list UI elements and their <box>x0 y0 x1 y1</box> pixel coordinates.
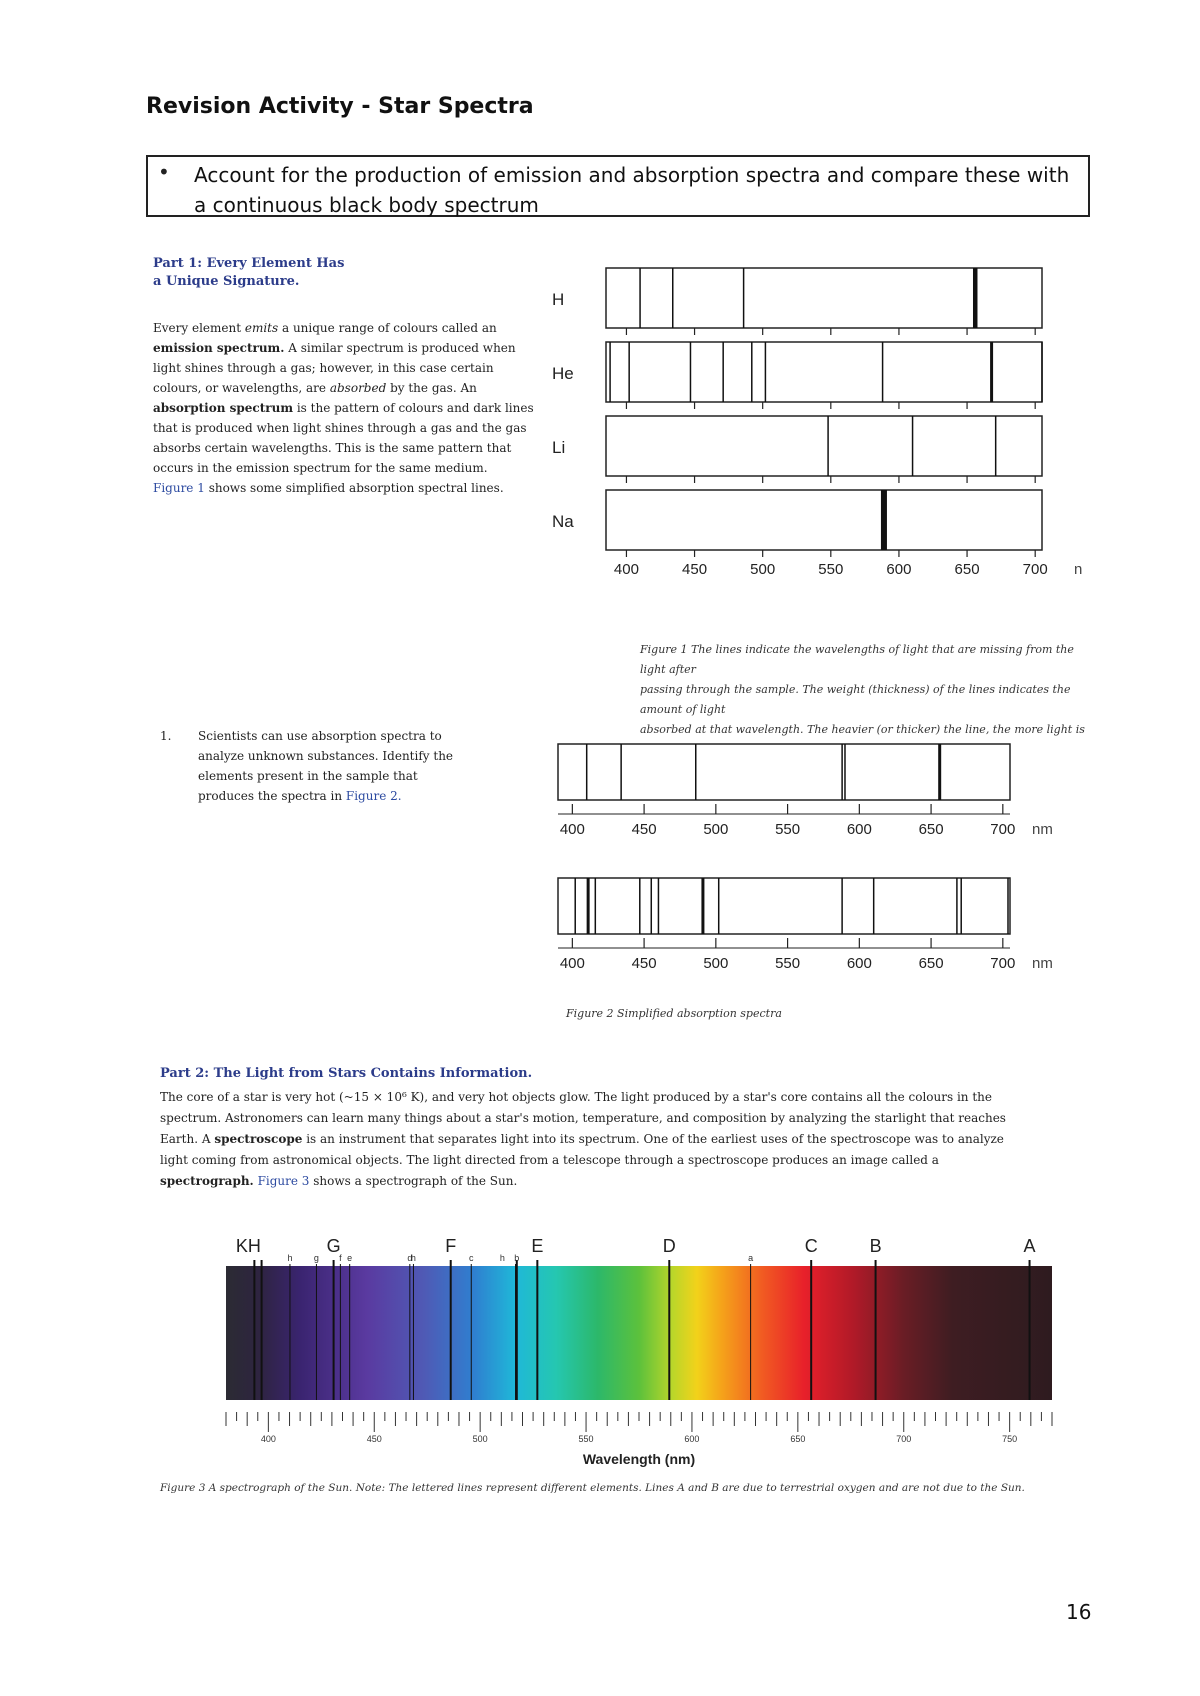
text-line <box>153 338 553 358</box>
line-minor-label: d <box>407 1253 413 1263</box>
line-letter-label: F <box>445 1236 457 1256</box>
text-line <box>198 766 498 786</box>
figure1-caption-line: passing through the sample. The weight (thickness) of the lines indicates the amount of light <box>640 683 1071 716</box>
text-line <box>153 418 553 438</box>
figure1-chart <box>540 260 1100 600</box>
figure1-caption-line: Figure 1 The lines indicate the wavelengths of light that are missing from the light after <box>640 643 1074 676</box>
line-minor-label: e <box>347 1253 353 1263</box>
text-segment: spectrograph. <box>160 1174 254 1188</box>
axis-unit: nm <box>1032 821 1053 838</box>
text-line <box>198 726 498 746</box>
text-line <box>160 1171 1090 1192</box>
text-segment: spectrum. Astronomers can learn many things about a star's motion, temperature, and composition by analyzing the starlight that reaches <box>160 1111 1006 1125</box>
text-line <box>153 458 553 478</box>
line-minor-label: c <box>469 1253 474 1263</box>
tick-label: 500 <box>703 955 729 972</box>
element-label: Na <box>552 512 574 531</box>
text-segment: light shines through a gas; however, in this case certain <box>153 361 494 375</box>
ruler-label: 750 <box>1002 1434 1018 1444</box>
line-letter-label: A <box>1023 1236 1036 1256</box>
element-label: H <box>552 290 565 309</box>
text-segment: Scientists can use absorption spectra to <box>198 729 442 743</box>
text-segment: absorbs certain wavelengths. This is the same pattern that <box>153 441 512 455</box>
axis-unit: nm <box>1032 955 1053 972</box>
text-segment: Every element <box>153 321 245 335</box>
tick-label: 500 <box>703 821 729 838</box>
text-segment: a unique range of colours called an <box>278 321 497 335</box>
text-segment: light coming from astronomical objects. The light directed from a telescope through a spectroscope produces an image called a <box>160 1153 939 1167</box>
ruler-label: 550 <box>578 1434 594 1444</box>
line-minor-label: h <box>287 1253 293 1263</box>
text-line <box>153 398 553 418</box>
text-segment: absorbed <box>329 381 387 395</box>
line-minor-label: g <box>313 1253 319 1263</box>
tick-label: 450 <box>682 561 708 578</box>
text-segment: produces the spectra in <box>198 789 346 803</box>
tick-label: 450 <box>631 821 657 838</box>
page-number: 16 <box>1066 1600 1092 1624</box>
tick-label: 550 <box>818 561 844 578</box>
text-segment: shows some simplified absorption spectral lines. <box>204 481 504 495</box>
line-letter-label: G <box>326 1236 341 1256</box>
text-segment: is the pattern of colours and dark lines <box>293 401 534 415</box>
tick-label: 600 <box>846 821 872 838</box>
text-segment: Figure 2. <box>345 789 402 803</box>
text-segment: occurs in the emission spectrum for the same medium. <box>153 461 488 475</box>
text-line <box>160 1129 1090 1150</box>
tick-label: 400 <box>613 561 639 578</box>
part1-paragraph <box>153 318 553 498</box>
figure3-caption: Figure 3 A spectrograph of the Sun. Note: The lettered lines represent different elements. Lines A and B are due to terrestrial oxygen and are not due to the Sun. <box>160 1482 1025 1494</box>
text-segment: Figure 3 <box>257 1174 310 1188</box>
ruler-label: 450 <box>366 1434 382 1444</box>
tick-label: 650 <box>954 561 980 578</box>
page-title: Revision Activity - Star Spectra <box>146 94 534 119</box>
figure2-caption: Figure 2 Simplified absorption spectra <box>566 1007 782 1020</box>
text-segment: absorption spectrum <box>153 401 294 415</box>
tick-label: 650 <box>918 821 944 838</box>
tick-label: 550 <box>775 821 801 838</box>
text-segment: shows a spectrograph of the Sun. <box>309 1174 518 1188</box>
ruler-label: 700 <box>896 1434 912 1444</box>
text-segment: by the gas. An <box>386 381 477 395</box>
tick-label: 700 <box>990 955 1016 972</box>
question1-number: 1. <box>160 729 172 743</box>
question1-text <box>198 726 498 806</box>
text-segment: The core of a star is very hot (~15 × 10⁶ K), and very hot objects glow. The light produced by a star's core contains all the colours in the <box>160 1090 993 1104</box>
element-label: He <box>552 364 574 383</box>
ruler-label: 650 <box>790 1434 806 1444</box>
element-label: Li <box>552 438 566 457</box>
line-letter-label: KH <box>235 1236 261 1256</box>
part1-heading-line2: a Unique Signature. <box>153 274 300 289</box>
text-line <box>198 746 498 766</box>
tick-label: 400 <box>559 821 585 838</box>
text-segment: elements present in the sample that <box>198 769 418 783</box>
part2-paragraph <box>160 1087 1090 1192</box>
figure3-chart <box>220 1228 1070 1473</box>
line-minor-label: h <box>410 1253 416 1263</box>
text-segment: Figure 1 <box>153 481 205 495</box>
ruler-label: 600 <box>684 1434 700 1444</box>
spectrum-panel <box>606 490 1042 550</box>
text-segment: is an instrument that separates light into its spectrum. One of the earliest uses of the spectroscope was to analyze <box>302 1132 1004 1146</box>
tick-label: 600 <box>846 955 872 972</box>
spectrum-panel <box>606 416 1042 476</box>
part2-heading: Part 2: The Light from Stars Contains Information. <box>160 1066 533 1081</box>
text-segment: analyze unknown substances. Identify the <box>198 749 454 763</box>
ruler-label: 500 <box>472 1434 488 1444</box>
tick-label: 650 <box>918 955 944 972</box>
tick-label: 500 <box>750 561 776 578</box>
line-minor-label: h <box>499 1253 505 1263</box>
figure1-caption-line: absorbed at that wavelength. The heavier (or thicker) the line, the more light is <box>640 723 1085 736</box>
tick-label: 600 <box>886 561 912 578</box>
text-segment: A similar spectrum is produced when <box>284 341 516 355</box>
text-line <box>160 1108 1090 1129</box>
tick-label: 400 <box>559 955 585 972</box>
line-letter-label: C <box>804 1236 818 1256</box>
line-letter-label: E <box>531 1236 544 1256</box>
text-line <box>160 1087 1090 1108</box>
axis-unit: n <box>1074 561 1083 578</box>
ruler-label: 400 <box>260 1434 276 1444</box>
tick-label: 700 <box>1022 561 1048 578</box>
text-line <box>153 438 553 458</box>
text-line <box>153 478 553 498</box>
line-minor-label: f <box>339 1253 342 1263</box>
line-minor-label: a <box>748 1253 754 1263</box>
spectrum-panel <box>558 878 1010 934</box>
text-line <box>198 786 498 806</box>
text-line <box>160 1150 1090 1171</box>
text-line <box>153 378 553 398</box>
text-segment: Earth. A <box>160 1132 215 1146</box>
line-minor-label: b <box>514 1253 520 1263</box>
spectrum-panel <box>558 744 1010 800</box>
text-segment: that is produced when light shines through a gas and the gas <box>153 421 527 435</box>
objective-text: Account for the production of emission and absorption spectra and compare these with a continuous black body spectrum <box>194 163 1070 217</box>
tick-label: 550 <box>775 955 801 972</box>
x-axis-label: Wavelength (nm) <box>582 1451 696 1467</box>
text-line <box>153 358 553 378</box>
text-segment: spectroscope <box>214 1132 303 1146</box>
tick-label: 700 <box>990 821 1016 838</box>
text-line <box>153 318 553 338</box>
line-letter-label: D <box>662 1236 676 1256</box>
objective-bullet: • <box>158 160 170 184</box>
text-segment: emits <box>244 321 279 335</box>
part1-heading-line1: Part 1: Every Element Has <box>153 256 345 271</box>
figure2-chart <box>540 740 1100 980</box>
line-letter-label: B <box>869 1236 882 1256</box>
spectrum-panel <box>606 342 1042 402</box>
tick-label: 450 <box>631 955 657 972</box>
text-segment: emission spectrum. <box>153 341 285 355</box>
text-segment: colours, or wavelengths, are <box>153 381 330 395</box>
